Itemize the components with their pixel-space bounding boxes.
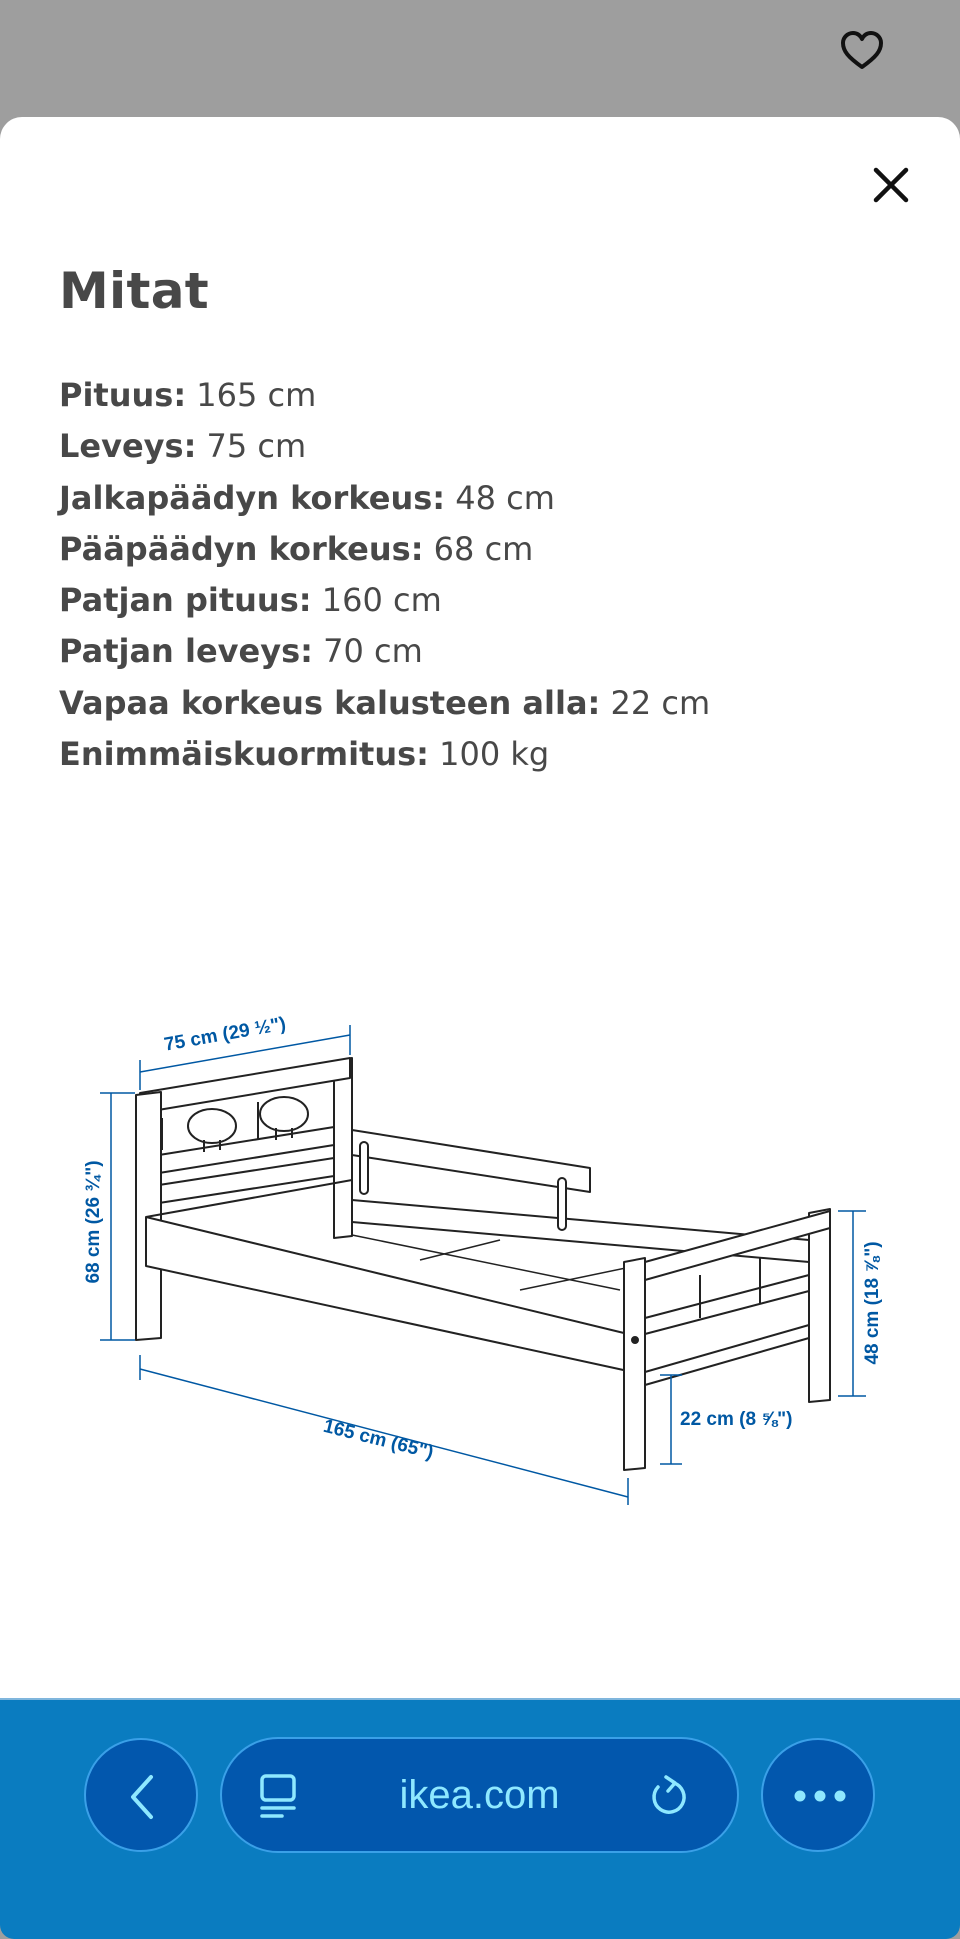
spec-mattress-width: [59, 629, 710, 680]
sheet-title: Mitat: [59, 262, 209, 320]
length-dimension-label: 165 cm (65"): [321, 1415, 436, 1464]
spec-label: Leveys:: [59, 427, 197, 466]
spec-length: [59, 373, 710, 424]
spec-value: 100 kg: [428, 735, 550, 774]
spec-label: Patjan pituus:: [59, 581, 312, 620]
spec-label: Vapaa korkeus kalusteen alla:: [59, 683, 601, 722]
spec-value: 75 cm: [196, 427, 307, 466]
spec-width: [59, 424, 710, 475]
dimension-specs-list: [59, 373, 710, 783]
back-button[interactable]: [84, 1738, 198, 1852]
footboard-height-dimension-label: 48 cm (18 ⅞"): [862, 1241, 883, 1365]
spec-label: Pääpäädyn korkeus:: [59, 529, 424, 568]
spec-headboard-height: [59, 527, 710, 578]
spec-value: 70 cm: [312, 632, 423, 671]
close-icon[interactable]: [868, 162, 914, 208]
more-icon: [793, 1786, 847, 1806]
page-header-backdrop: [0, 0, 960, 117]
spec-value: 68 cm: [423, 529, 534, 568]
address-bar[interactable]: [220, 1737, 739, 1853]
spec-value: 48 cm: [445, 478, 555, 517]
spec-label: Patjan leveys:: [59, 632, 313, 671]
chevron-left-icon: [121, 1773, 165, 1821]
more-button[interactable]: [761, 1738, 875, 1852]
reload-icon[interactable]: [646, 1773, 690, 1819]
spec-value: 160 cm: [311, 581, 442, 620]
headboard-height-dimension-label: 68 cm (26 ¾"): [83, 1160, 104, 1284]
spec-label: Enimmäiskuormitus:: [59, 735, 429, 774]
bed-dimension-diagram: [0, 980, 960, 1580]
url-text: ikea.com: [399, 1773, 560, 1817]
spec-label: Jalkapäädyn korkeus:: [59, 478, 446, 517]
spec-footboard-height: [59, 476, 710, 527]
heart-icon[interactable]: [838, 27, 886, 75]
clearance-dimension-label: 22 cm (8 ⅝"): [680, 1409, 793, 1430]
spec-label: Pituus:: [59, 376, 187, 414]
spec-clearance: [59, 681, 710, 732]
spec-value: 165 cm: [186, 376, 317, 414]
spec-value: 22 cm: [600, 683, 711, 722]
spec-mattress-length: [59, 578, 710, 629]
spec-max-load: [59, 732, 710, 783]
width-dimension-label: 75 cm (29 ½"): [162, 1013, 288, 1056]
